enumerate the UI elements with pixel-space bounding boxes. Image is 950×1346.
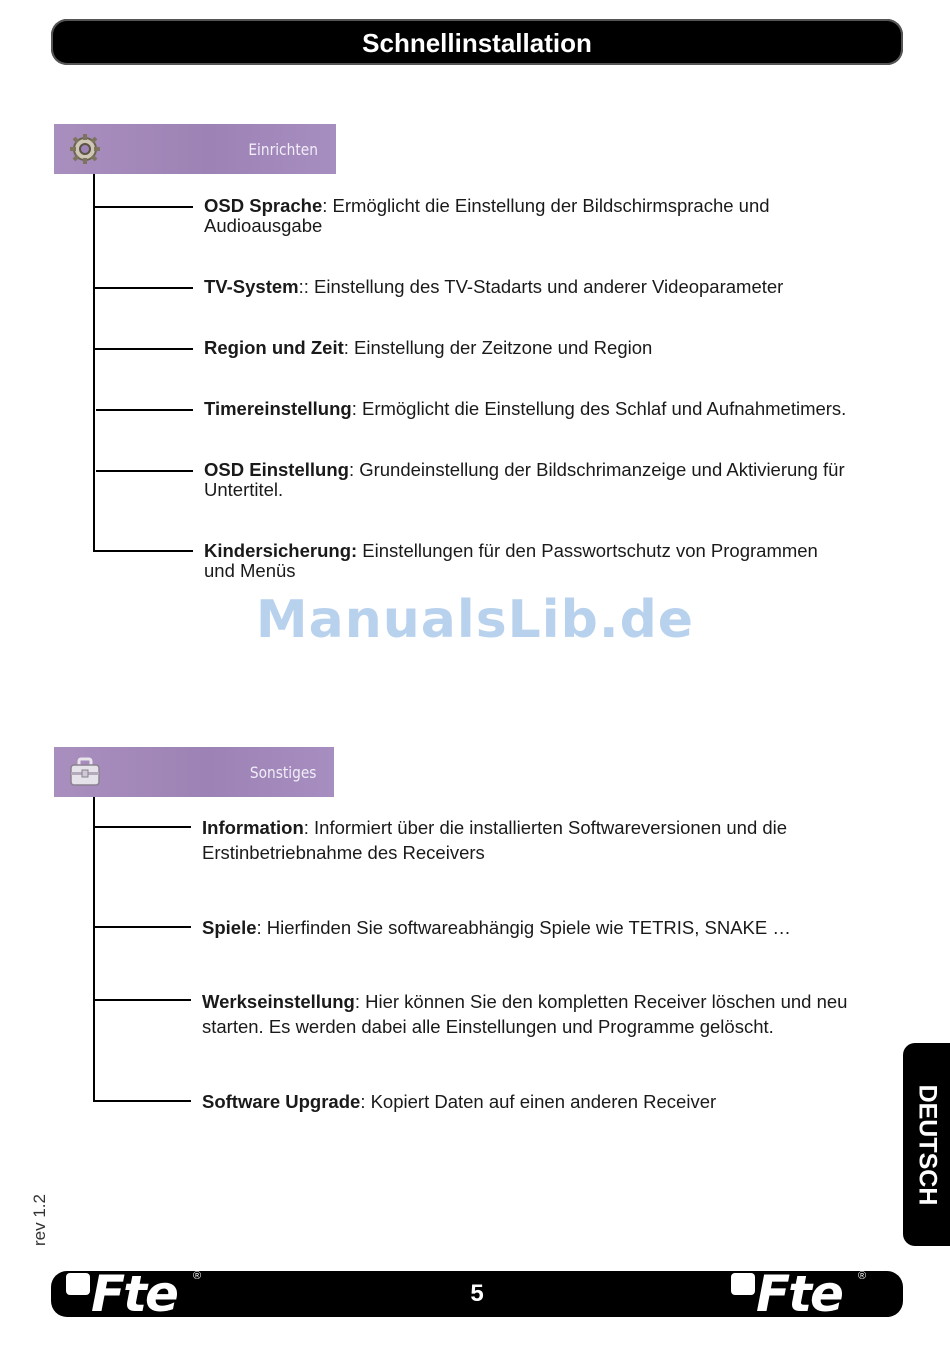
registered-mark: ® [858,1270,867,1282]
tree-trunk [93,797,95,1102]
watermark: ManualsLib.de [255,590,695,650]
menu-banner-sonstiges [54,747,334,797]
menu-banner-einrichten [54,124,336,174]
registered-mark: ® [193,1270,202,1282]
list-item: Spiele: Hierfinden Sie softwareabhängig Spiele wie TETRIS, SNAKE … [202,917,791,938]
list-item: Timereinstellung: Ermöglicht die Einstellung des Schlaf und Aufnahmetimers. [204,398,847,419]
list-item: TV-System:: Einstellung des TV-Stadarts und anderer Videoparameter [204,276,784,297]
logo-text: Fte [91,1265,177,1323]
tree-branch [93,348,193,350]
tree-branch [93,287,193,289]
page-title: Schnellinstallation [362,28,592,58]
tree-branch [93,1100,191,1102]
tree-trunk [93,174,95,551]
list-item: Kindersicherung: Einstellungen für den Passwortschutz von Programmen und Menüs [204,540,818,581]
language-tab [903,1043,950,1246]
list-item: Information: Informiert über die installierten Softwareversionen und die Erstinbetriebnahme des Receivers [202,817,788,863]
logo-text: Fte [756,1265,842,1323]
header-bar [51,19,903,65]
tree-branch [93,999,191,1001]
tree-branch [96,470,193,472]
footer-bar [51,1265,903,1323]
revision-label: rev 1.2 [30,1194,49,1246]
list-item: Werkseinstellung: Hier können Sie den kompletten Receiver löschen und neu starten. Es werden dabei alle Einstellungen und Programme gelöscht. [202,991,848,1037]
brand-logo [716,1265,867,1323]
tree-branch [93,926,191,928]
toolbox-icon [68,755,102,789]
list-item: Region und Zeit: Einstellung der Zeitzone und Region [204,337,653,358]
tree-branch [93,550,193,552]
list-item: OSD Sprache: Ermöglicht die Einstellung der Bildschirmsprache und Audioausgabe [204,195,770,236]
tree-branch [96,409,193,411]
menu-banner-label: Einrichten [248,140,318,159]
gear-icon [68,132,102,166]
language-tab-label: DEUTSCH [913,1084,941,1205]
tree-branch [93,826,191,828]
menu-banner-label: Sonstiges [249,763,316,782]
page-number: 5 [470,1280,484,1307]
list-item: Software Upgrade: Kopiert Daten auf einen anderen Receiver [202,1091,717,1112]
list-item: OSD Einstellung: Grundeinstellung der Bildschrimanzeige und Aktivierung für Untertitel. [204,459,845,500]
logo-mark [731,1273,755,1295]
tree-branch [93,206,193,208]
